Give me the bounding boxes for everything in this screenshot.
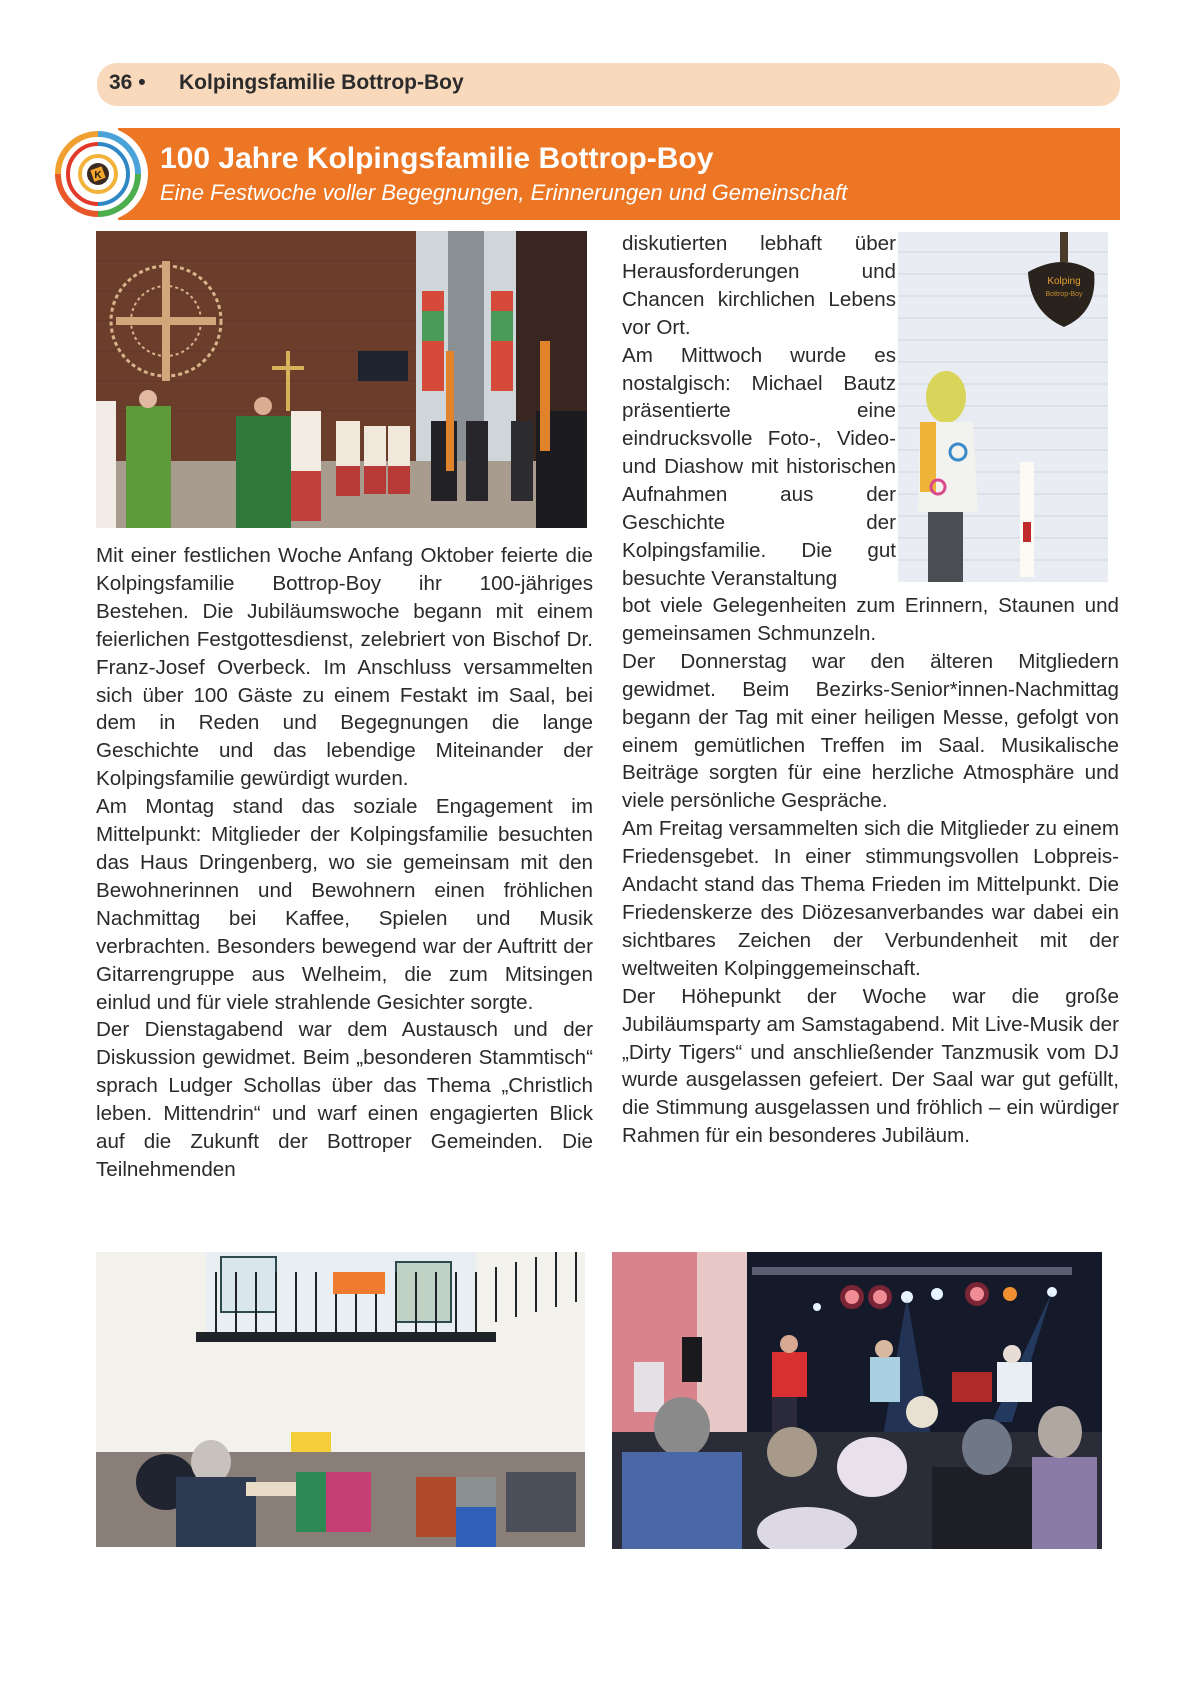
svg-text:Kolping: Kolping xyxy=(1047,276,1081,287)
paragraph-monday: Am Montag stand das soziale Engagement im Mittelpunkt: Mitglieder der Kolpingsfamilie besuchten das Haus Dringenberg, wo sie gemeinsam mit den Bewohnerinnen und Bewohnern einen fröhlichen Nachmittag bei Kaffee, Spielen und Musik verbrachten. Besonders bewegend war der Auftritt der Gitarrengruppe aus Welheim, die zum Mitsingen einlud und für viele strahlende Gesichter sorgte. xyxy=(96,795,593,1014)
article-right-column-top xyxy=(622,230,896,593)
paragraph-thursday: Der Donnerstag war den älteren Mitgliedern gewidmet. Beim Bezirks-Senior*innen-Nachmittag begann der Tag mit einer heiligen Messe, gefolgt von einem gemütlichen Treffen im Saal. Musikalische Beiträge sorgten für eine herzliche Atmosphäre und viele persönliche Gespräche. xyxy=(622,649,1119,813)
paragraph-wednesday-continued: bot viele Gelegenheiten zum Erinnern, Staunen und gemeinsamen Schmunzeln. xyxy=(622,594,1119,645)
paragraph-friday: Am Freitag versammelten sich die Mitglieder zu einem Friedensgebet. In einer stimmungsvollen Lobpreis-Andacht stand das Thema Frieden im Mittelpunkt. Die Friedenskerze des Diözesanverbandes war dabei ein sichtbares Zeichen der Verbundenheit mit der weltweiten Kolpinggemeinschaft. xyxy=(622,817,1119,980)
paragraph-intro: Mit einer festlichen Woche Anfang Oktober feierte die Kolpingsfamilie Bottrop-Boy ihr 100-jähriges Bestehen. Die Jubiläumswoche begann mit einem feierlichen Festgottesdienst, zelebriert von Bischof Dr. Franz-Josef Overbeck. Im Anschluss versammelten sich über 100 Gäste zu einem Festakt im Saal, bei dem in Reden und Begegnungen die lange Geschichte und das lebendige Miteinander der Kolpingsfamilie gewürdigt wurden. xyxy=(96,544,593,791)
svg-text:Bottrop-Boy: Bottrop-Boy xyxy=(1045,291,1083,298)
page-number: 36 • xyxy=(109,71,146,94)
article-left-column xyxy=(96,542,593,1184)
band-concert-photo xyxy=(612,1252,1102,1549)
senior-afternoon-photo xyxy=(96,1252,585,1547)
svg-text:K: K xyxy=(94,170,102,181)
paragraph-saturday: Der Höhepunkt der Woche war die große Jubiläumsparty am Samstagabend. Mit Live-Musik der „Dirty Tigers“ und anschließender Tanzmusik vom DJ wurde ausgelassen gefeiert. Der Saal war gut gefüllt, die Stimmung ausgelassen und fröhlich – ein würdiger Rahmen für ein besonderes Jubiläum. xyxy=(622,984,1119,1148)
paragraph-tuesday: Der Dienstagabend war dem Austausch und der Diskussion gewidmet. Beim „besonderen Stammtisch“ sprach Ludger Schollas über das Thema „Christlich leben. Mittendrin“ und warf einen engagierten Blick auf die Zukunft der Bottroper Gemeinden. Die Teilnehmenden xyxy=(96,1018,593,1181)
article-banner xyxy=(118,128,1120,220)
article-title: 100 Jahre Kolpingsfamilie Bottrop-Boy xyxy=(160,142,714,175)
church-service-photo xyxy=(96,231,587,528)
paragraph-wednesday: Am Mittwoch wurde es nostalgisch: Michael Bautz präsentierte eine eindrucksvolle Foto-, Video- und Diashow mit historischen Aufnahmen aus der Geschichte der Kolpingsfamilie. Die gut besuchte Veranstaltung xyxy=(622,343,896,590)
section-title: Kolpingsfamilie Bottrop-Boy xyxy=(179,71,464,94)
article-subtitle: Eine Festwoche voller Begegnungen, Erinnerungen und Gemeinschaft xyxy=(160,180,848,205)
paragraph-tuesday-continued: diskutierten lebhaft über Herausforderungen und Chancen kirchlichen Lebens vor Ort. xyxy=(622,232,896,339)
article-right-column-bottom xyxy=(622,592,1119,1150)
kolping-swirl-logo-icon xyxy=(48,126,148,222)
kolping-bust-photo xyxy=(898,232,1108,582)
page-header-bar xyxy=(97,63,1120,106)
